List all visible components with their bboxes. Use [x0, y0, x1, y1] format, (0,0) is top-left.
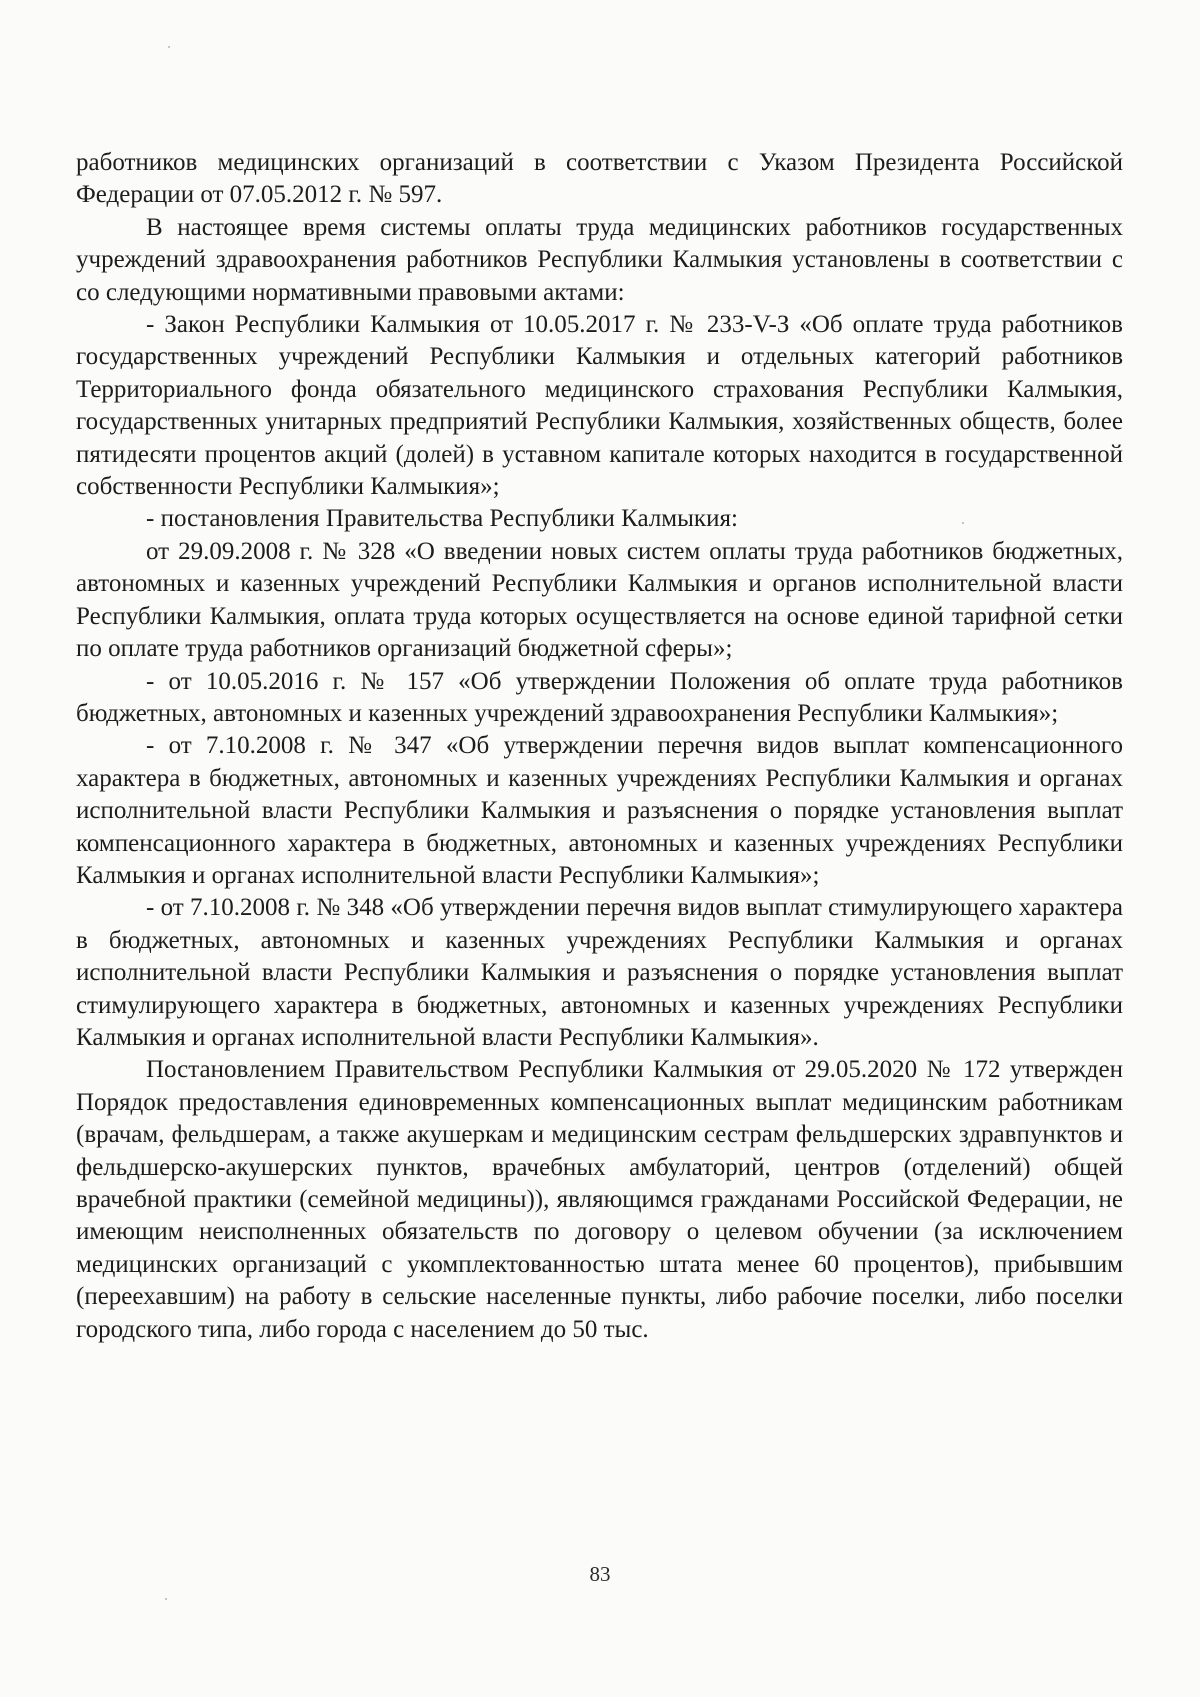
- paragraph: - от 7.10.2008 г. № 348 «Об утверждении перечня видов выплат стимулирующего характера в бюджетных, автономных и казенных учреждениях Республики Калмыкия и органах исполнительной власти Республики Калмыкия и разъяснения о порядке установления выплат стимулирующего характера в бюджетных, автономных и казенных учреждениях Республики Калмыкия и органах исполнительной власти Республики Калмыкия».: [76, 894, 1123, 1051]
- paragraph: - от 7.10.2008 г. № 347 «Об утверждении перечня видов выплат компенсационного характера в бюджетных, автономных и казенных учреждениях Республики Калмыкия и органах исполнительной власти Республики Калмыкия и разъяснения о порядке установления выплат компенсационного характера в бюджетных, автономных и казенных учреждениях Республики Калмыкия и органах исполнительной власти Республики Калмыкия»;: [76, 732, 1123, 889]
- scan-speck: [165, 1598, 167, 1600]
- document-body: [76, 147, 1123, 1346]
- paragraph: работников медицинских организаций в соответствии с Указом Президента Российской Федерации от 07.05.2012 г. № 597.: [76, 149, 1123, 209]
- paragraph: от 29.09.2008 г. № 328 «О введении новых систем оплаты труда работников бюджетных, автономных и казенных учреждений Республики Калмыкия и органов исполнительной власти Республики Калмыкия, оплата труда которых осуществляется на основе единой тарифной сетки по оплате труда работников организаций бюджетной сферы»;: [76, 537, 1123, 663]
- paragraph: В настоящее время системы оплаты труда медицинских работников государственных учреждений здравоохранения работников Республики Калмыкия установлены в соответствии с со следующими нормативными правовыми актами:: [76, 213, 1123, 306]
- scan-speck: [168, 46, 170, 48]
- paragraph: - постановления Правительства Республики Калмыкия:: [146, 505, 738, 533]
- paragraph: - от 10.05.2016 г. № 157 «Об утверждении Положения об оплате труда работников бюджетных, автономных и казенных учреждений здравоохранения Республики Калмыкия»;: [76, 667, 1123, 727]
- page-number: 83: [589, 1562, 611, 1586]
- paragraph: - Закон Республики Калмыкия от 10.05.2017 г. № 233-V-З «Об оплате труда работников государственных учреждений Республики Калмыкия и отдельных категорий работников Территориального фонда обязательного медицинского страхования Республики Калмыкия, государственных унитарных предприятий Республики Калмыкия, хозяйственных обществ, более пятидесяти процентов акций (долей) в уставном капитале которых находится в государственной собственности Республики Калмыкия»;: [76, 311, 1123, 501]
- paragraph: Постановлением Правительством Республики Калмыкия от 29.05.2020 № 172 утвержден Порядок предоставления единовременных компенсационных выплат медицинским работникам (врачам, фельдшерам, а также акушеркам и медицинским сестрам фельдшерских здравпунктов и фельдшерско-акушерских пунктов, врачебных амбулаторий, центров (отделений) общей врачебной практики (семейной медицины)), являющимся гражданами Российской Федерации, не имеющим неисполненных обязательств по договору о целевом обучении (за исключением медицинских организаций с укомплектованностью штата менее 60 процентов), прибывшим (переехавшим) на работу в сельские населенные пункты, либо рабочие поселки, либо поселки городского типа, либо города с населением до 50 тыс.: [76, 1056, 1123, 1343]
